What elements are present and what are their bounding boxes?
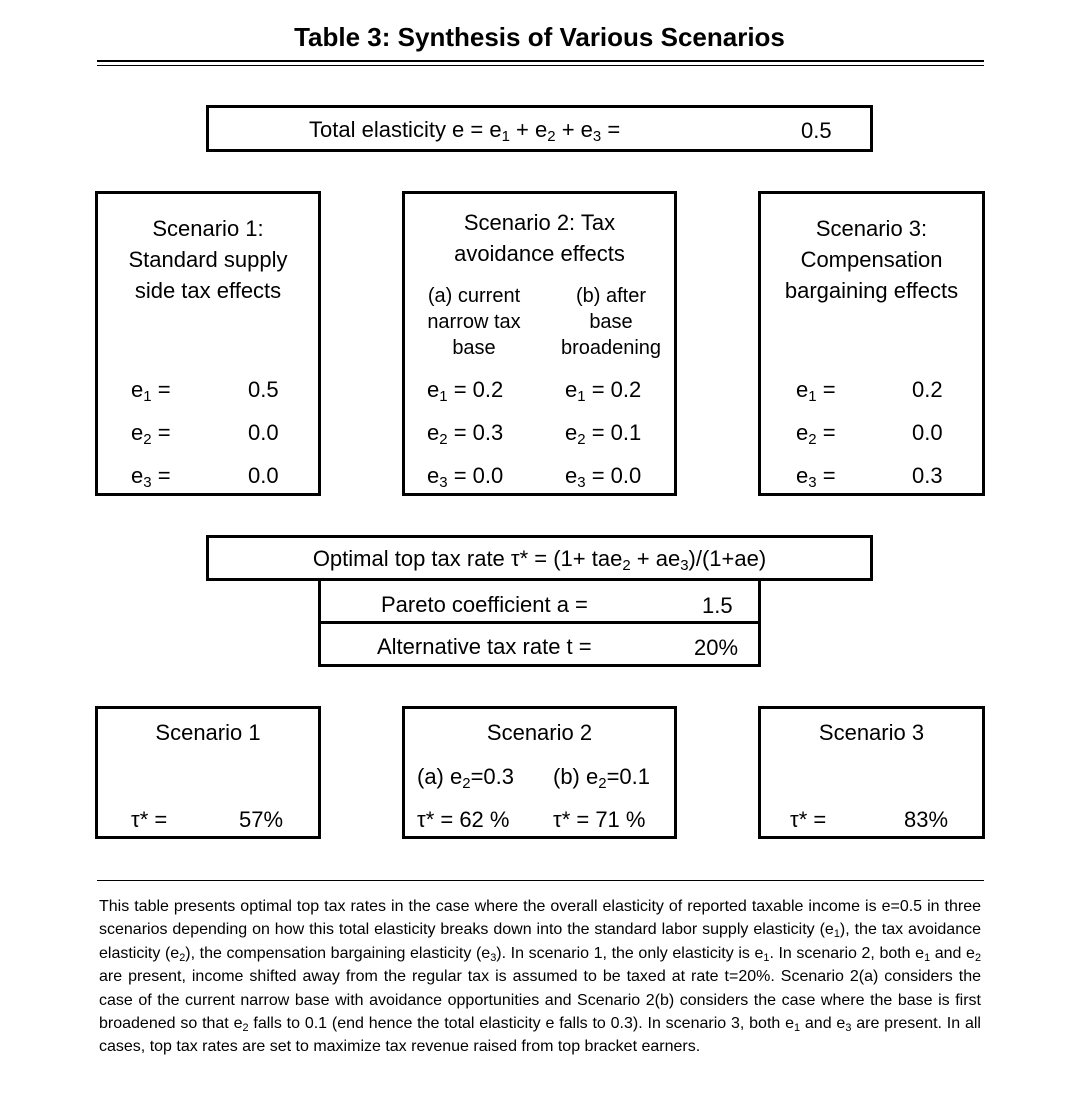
scenario3-e2-value: 0.0 <box>912 420 943 445</box>
title-rule-top <box>97 60 984 62</box>
scenario1-e2-label: $e_2$ = <box>131 420 171 449</box>
scenario1-e3-value: 0.0 <box>248 463 279 488</box>
scenario3-title: Scenario 3: Compensation bargaining effects <box>784 216 959 303</box>
result-scenario2-tau-b: τ* = 71 % <box>553 807 646 832</box>
scenario2-box <box>402 191 677 496</box>
result-scenario1-title: Scenario 1 <box>155 720 261 745</box>
scenario1-box <box>95 191 321 496</box>
scenario2-b-e1: $e_1 = 0.2$ <box>565 377 642 406</box>
result-scenario2-a-label: (a) $e_2=0.3$ <box>417 764 515 793</box>
note-rule <box>97 880 984 881</box>
pareto-box <box>318 578 761 624</box>
scenario2-col-b-header: (b) after base broadening <box>560 285 662 359</box>
result-scenario3-title: Scenario 3 <box>818 720 925 745</box>
optimal-formula-box <box>206 535 873 581</box>
scenario3-e3-label: $e_3$ = <box>796 463 836 492</box>
scenario1-e3-label: $e_3$ = <box>131 463 171 492</box>
scenario1-e2-value: 0.0 <box>248 420 279 445</box>
result-scenario3-tau-label: τ* = <box>790 807 827 832</box>
result-scenario2-box <box>402 706 677 839</box>
alt-tax-value: 20% <box>694 635 739 660</box>
scenario2-b-e3: $e_3 = 0.0$ <box>565 463 642 492</box>
scenario2-a-e1: $e_1 = 0.2$ <box>427 377 504 406</box>
scenario1-title: Scenario 1: Standard supply side tax effects <box>128 216 288 303</box>
alt-tax-label: Alternative tax rate t = <box>377 634 592 659</box>
scenario1-e1-value: 0.5 <box>248 377 279 402</box>
result-scenario1-box <box>95 706 321 839</box>
scenario2-a-e3: $e_3 = 0.0$ <box>427 463 504 492</box>
table-title: Table 3: Synthesis of Various Scenarios <box>294 22 785 52</box>
result-scenario3-box <box>758 706 985 839</box>
scenario2-col-a-header: (a) current narrow tax base <box>427 285 521 359</box>
scenario2-a-e2: $e_2 = 0.3$ <box>427 420 504 449</box>
total-elasticity-label: Total elasticity $e = e_1 + e_2 + e_3$ = <box>309 117 621 146</box>
total-elasticity-box <box>206 105 873 152</box>
scenario3-box <box>758 191 985 496</box>
title-rule-bottom <box>97 65 984 66</box>
pareto-value: 1.5 <box>702 593 733 618</box>
scenario1-e1-label: $e_1$ = <box>131 377 171 406</box>
optimal-formula: Optimal top tax rate $\tau* = (1+ tae_2 + ae_3)/(1+ae)$ <box>312 546 767 575</box>
total-elasticity-value: 0.5 <box>801 118 832 143</box>
alt-tax-box <box>318 621 761 667</box>
result-scenario3-tau-value: 83% <box>904 807 949 832</box>
scenario3-e1-label: $e_1$ = <box>796 377 836 406</box>
scenario2-b-e2: $e_2 = 0.1$ <box>565 420 642 449</box>
result-scenario1-tau-label: τ* = <box>131 807 168 832</box>
scenario3-e3-value: 0.3 <box>912 463 943 488</box>
table-note: This table presents optimal top tax rates in the case where the overall elasticity of reported taxable income is e=0.5 in three scenarios depending on how this total elasticity breaks down into the standard labor supply elasticity $(e_1)$, the tax avoidance elasticity $(e_2)$, the compensation bargaining elasticity $(e_3)$. In scenario 1, the only elasticity is $e_1$. In scenario 2, both $e_1$ and $e_2$ are present, income shifted away from the regular tax is assumed to be taxed at rate t=20%. Scenario 2(a) considers the case of the current narrow base with avoidance opportunities and Scenario 2(b) considers the case where the base is first broadened so that $e_2$ falls to 0.1 (end hence the total elasticity e falls to 0.3). In scenario 3, both $e_1$ and $e_3$ are present. In all cases, top tax rates are set to maximize tax revenue raised from top bracket earners. <box>99 898 982 1056</box>
result-scenario2-title: Scenario 2 <box>486 720 593 745</box>
scenario3-e1-value: 0.2 <box>912 377 943 402</box>
result-scenario2-tau-a: τ* = 62 % <box>417 807 510 832</box>
pareto-label: Pareto coefficient a = <box>381 592 588 617</box>
result-scenario2-b-label: (b) $e_2=0.1$ <box>553 764 651 793</box>
result-scenario1-tau-value: 57% <box>239 807 284 832</box>
scenario2-title: Scenario 2: Tax avoidance effects <box>454 210 625 266</box>
scenario3-e2-label: $e_2$ = <box>796 420 836 449</box>
